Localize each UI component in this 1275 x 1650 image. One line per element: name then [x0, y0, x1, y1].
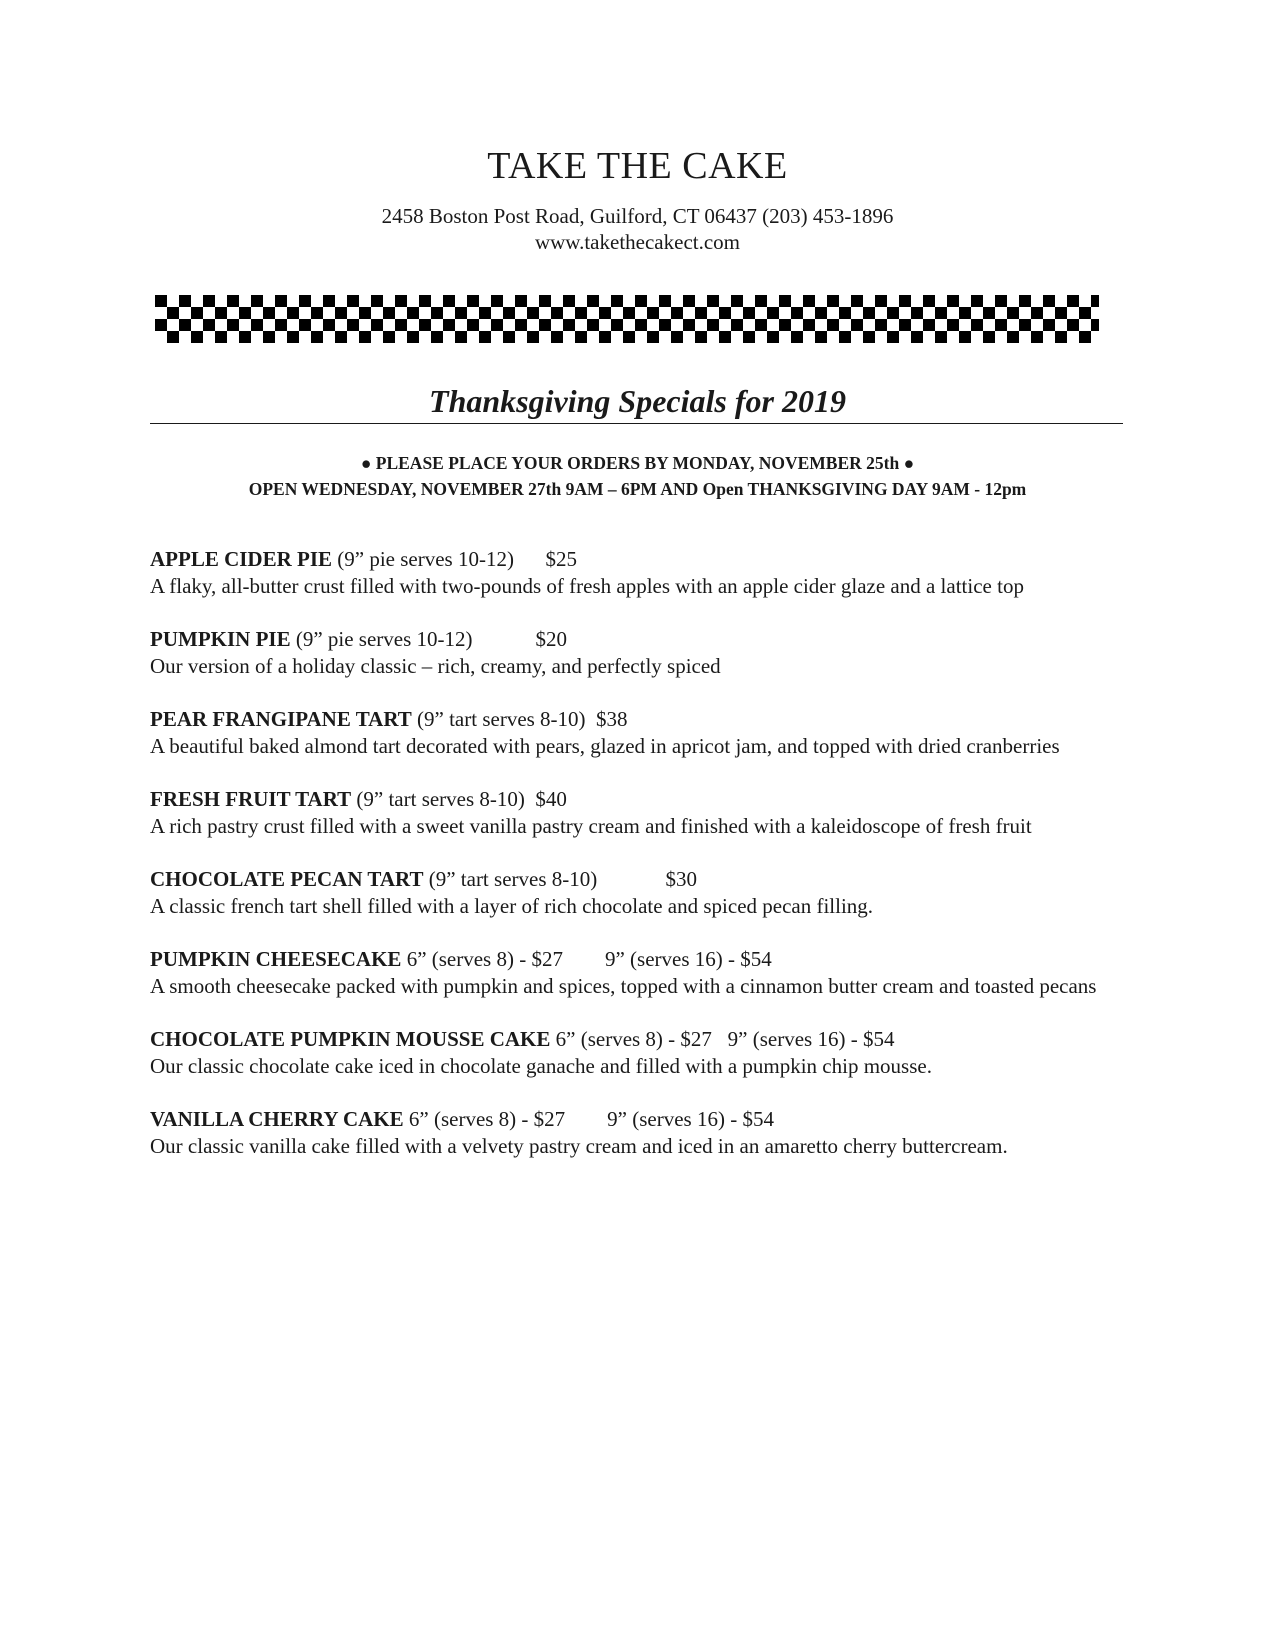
item-heading — [150, 1107, 774, 1131]
item-name: VANILLA CHERRY CAKE — [150, 1107, 404, 1131]
checkered-border-decoration — [155, 295, 1099, 347]
item-heading — [150, 947, 772, 971]
item-description: Our classic vanilla cake filled with a velvety pastry cream and iced in an amaretto cherry buttercream. — [150, 1134, 1008, 1158]
item-name: APPLE CIDER PIE — [150, 547, 333, 571]
item-heading — [150, 1027, 894, 1051]
item-heading — [150, 787, 567, 811]
item-details: (9” tart serves 8-10) $30 — [423, 867, 697, 891]
menu-item — [150, 1026, 1125, 1080]
menu-item — [150, 1106, 1125, 1160]
bakery-title: TAKE THE CAKE — [487, 145, 788, 187]
opening-hours-notice: OPEN WEDNESDAY, NOVEMBER 27th 9AM – 6PM AND Open THANKSGIVING DAY 9AM - 12pm — [248, 479, 1027, 499]
order-deadline-notice: ● PLEASE PLACE YOUR ORDERS BY MONDAY, NOVEMBER 25th ● — [360, 453, 915, 473]
menu-item — [150, 546, 1125, 600]
menu-item — [150, 946, 1125, 1000]
page-subtitle: Thanksgiving Specials for 2019 — [429, 383, 846, 419]
item-description: A flaky, all-butter crust filled with two-pounds of fresh apples with an apple cider glaze and a lattice top — [150, 574, 1024, 598]
item-details: (9” pie serves 10-12) $25 — [332, 547, 577, 571]
menu-list — [150, 546, 1125, 1186]
menu-item — [150, 866, 1125, 920]
item-description: A smooth cheesecake packed with pumpkin and spices, topped with a cinnamon butter cream and toasted pecans — [150, 974, 1097, 998]
divider — [150, 423, 1123, 424]
item-description: Our version of a holiday classic – rich, creamy, and perfectly spiced — [150, 654, 721, 678]
menu-item — [150, 786, 1125, 840]
item-details: (9” pie serves 10-12) $20 — [290, 627, 568, 651]
item-heading — [150, 867, 697, 891]
item-description: A beautiful baked almond tart decorated with pears, glazed in apricot jam, and topped with dried cranberries — [150, 734, 1060, 758]
item-name: CHOCOLATE PECAN TART — [150, 867, 424, 891]
item-description: A classic french tart shell filled with a layer of rich chocolate and spiced pecan filling. — [150, 894, 874, 918]
item-name: CHOCOLATE PUMPKIN MOUSSE CAKE — [150, 1027, 551, 1051]
item-name: PEAR FRANGIPANE TART — [150, 707, 412, 731]
item-details: (9” tart serves 8-10) $38 — [411, 707, 628, 731]
item-heading — [150, 627, 567, 651]
item-name: PUMPKIN PIE — [150, 627, 291, 651]
bakery-website: www.takethecakect.com — [534, 230, 741, 254]
item-name: FRESH FRUIT TART — [150, 787, 352, 811]
menu-item — [150, 626, 1125, 680]
bakery-address: 2458 Boston Post Road, Guilford, CT 06437 (203) 453-1896 — [381, 204, 894, 228]
item-details: 6” (serves 8) - $27 9” (serves 16) - $54 — [403, 1107, 774, 1131]
item-details: 6” (serves 8) - $27 9” (serves 16) - $54 — [401, 947, 772, 971]
item-details: 6” (serves 8) - $27 9” (serves 16) - $54 — [550, 1027, 895, 1051]
item-details: (9” tart serves 8-10) $40 — [351, 787, 567, 811]
item-heading — [150, 547, 577, 571]
item-description: Our classic chocolate cake iced in chocolate ganache and filled with a pumpkin chip mousse. — [150, 1054, 932, 1078]
menu-item — [150, 706, 1125, 760]
item-heading — [150, 707, 628, 731]
item-name: PUMPKIN CHEESECAKE — [150, 947, 402, 971]
item-description: A rich pastry crust filled with a sweet vanilla pastry cream and finished with a kaleidoscope of fresh fruit — [150, 814, 1032, 838]
